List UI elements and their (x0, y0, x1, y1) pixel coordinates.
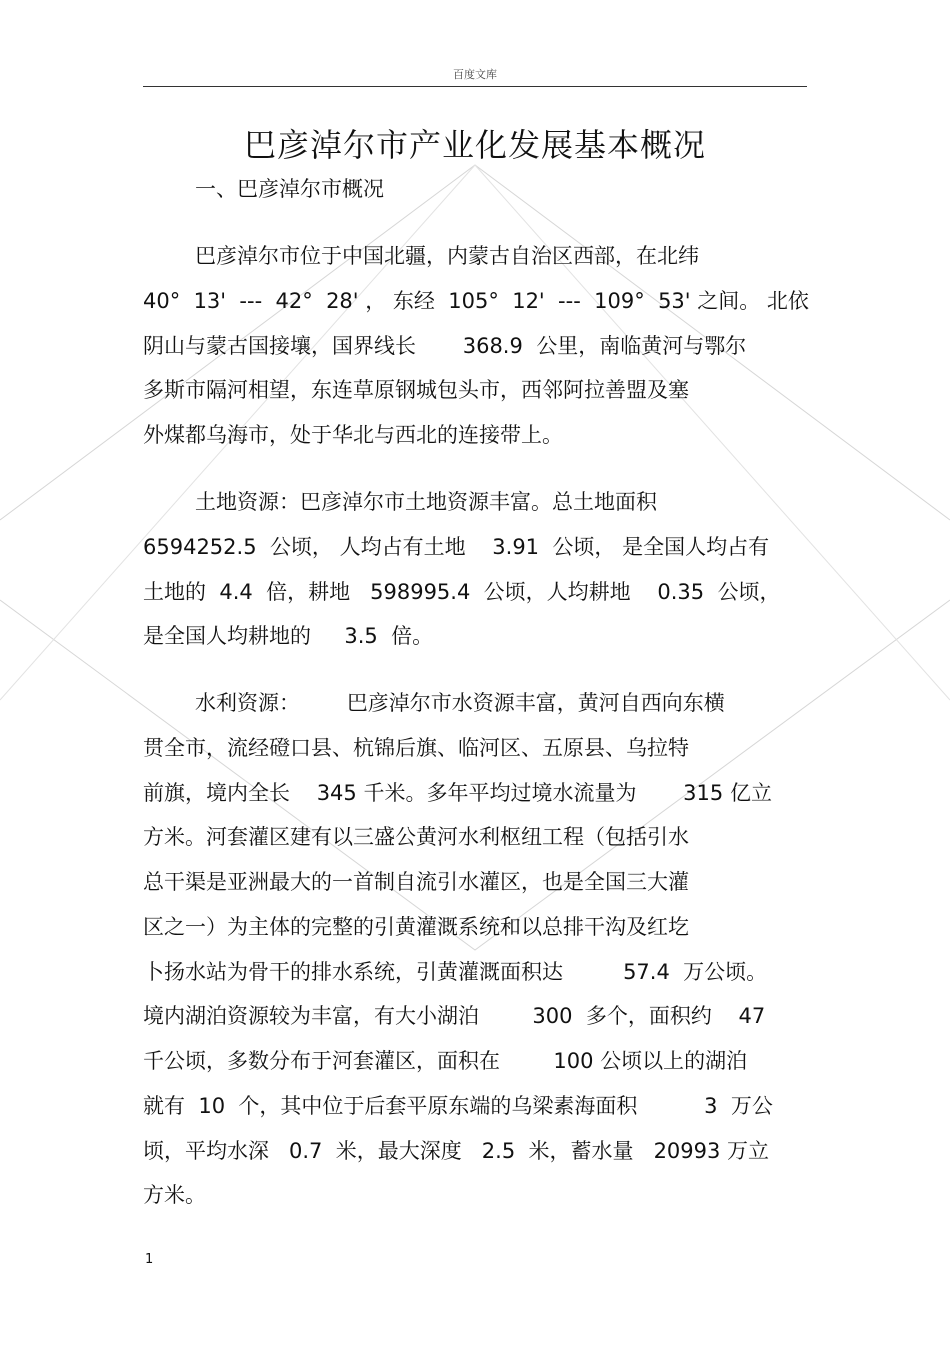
paragraph-line: 土地资源：巴彦淖尔市土地资源丰富。总土地面积 (195, 490, 657, 514)
paragraph-line: 土地的 4.4 倍，耕地 598995.4 公顷，人均耕地 0.35 公顷， (143, 580, 781, 604)
paragraph-line: 巴彦淖尔市位于中国北疆，内蒙古自治区西部，在北纬 (195, 244, 699, 268)
paragraph-line: 方米。河套灌区建有以三盛公黄河水利枢纽工程（包括引水 (143, 825, 689, 849)
paragraph-line: 40° 13' --- 42° 28' ， 东经 105° 12' --- 109° 53' 之间。 北依 (143, 289, 809, 313)
paragraph-line: 6594252.5 公顷， 人均占有土地 3.91 公顷， 是全国人均占有 (143, 535, 770, 559)
section-heading: 一、巴彦淖尔市概况 (195, 177, 384, 201)
document-title: 巴彦淖尔市产业化发展基本概况 (243, 126, 706, 164)
paragraph-line: 境内湖泊资源较为丰富，有大小湖泊 300 多个，面积约 47 (143, 1004, 766, 1028)
paragraph-line: 水利资源： 巴彦淖尔市水资源丰富，黄河自西向东横 (195, 691, 725, 715)
page-number: 1 (145, 1252, 154, 1267)
header-source-label: 百度文库 (453, 68, 497, 81)
paragraph-line: 贯全市，流经磴口县、杭锦后旗、临河区、五原县、乌拉特 (143, 736, 689, 760)
paragraph-line: 阴山与蒙古国接壤，国界线长 368.9 公里，南临黄河与鄂尔 (143, 334, 747, 358)
paragraph-line: 就有 10 个，其中位于后套平原东端的乌梁素海面积 3 万公 (143, 1094, 773, 1118)
paragraph-line: 外煤都乌海市，处于华北与西北的连接带上。 (143, 423, 563, 447)
paragraph-line: 总干渠是亚洲最大的一首制自流引水灌区，也是全国三大灌 (143, 870, 689, 894)
paragraph-line: 卜扬水站为骨干的排水系统，引黄灌溉面积达 57.4 万公顷。 (143, 960, 768, 984)
paragraph-line: 是全国人均耕地的 3.5 倍。 (143, 624, 434, 648)
header-divider (143, 86, 807, 87)
paragraph-line: 方米。 (143, 1183, 206, 1207)
paragraph-line: 千公顷，多数分布于河套灌区，面积在 100 公顷以上的湖泊 (143, 1049, 748, 1073)
paragraph-line: 前旗，境内全长 345 千米。多年平均过境水流量为 315 亿立 (143, 781, 772, 805)
paragraph-line: 区之一）为主体的完整的引黄灌溉系统和以总排干沟及红圪 (143, 915, 689, 939)
paragraph-line: 多斯市隔河相望，东连草原钢城包头市，西邻阿拉善盟及塞 (143, 378, 689, 402)
paragraph-line: 顷，平均水深 0.7 米，最大深度 2.5 米，蓄水量 20993 万立 (143, 1139, 770, 1163)
